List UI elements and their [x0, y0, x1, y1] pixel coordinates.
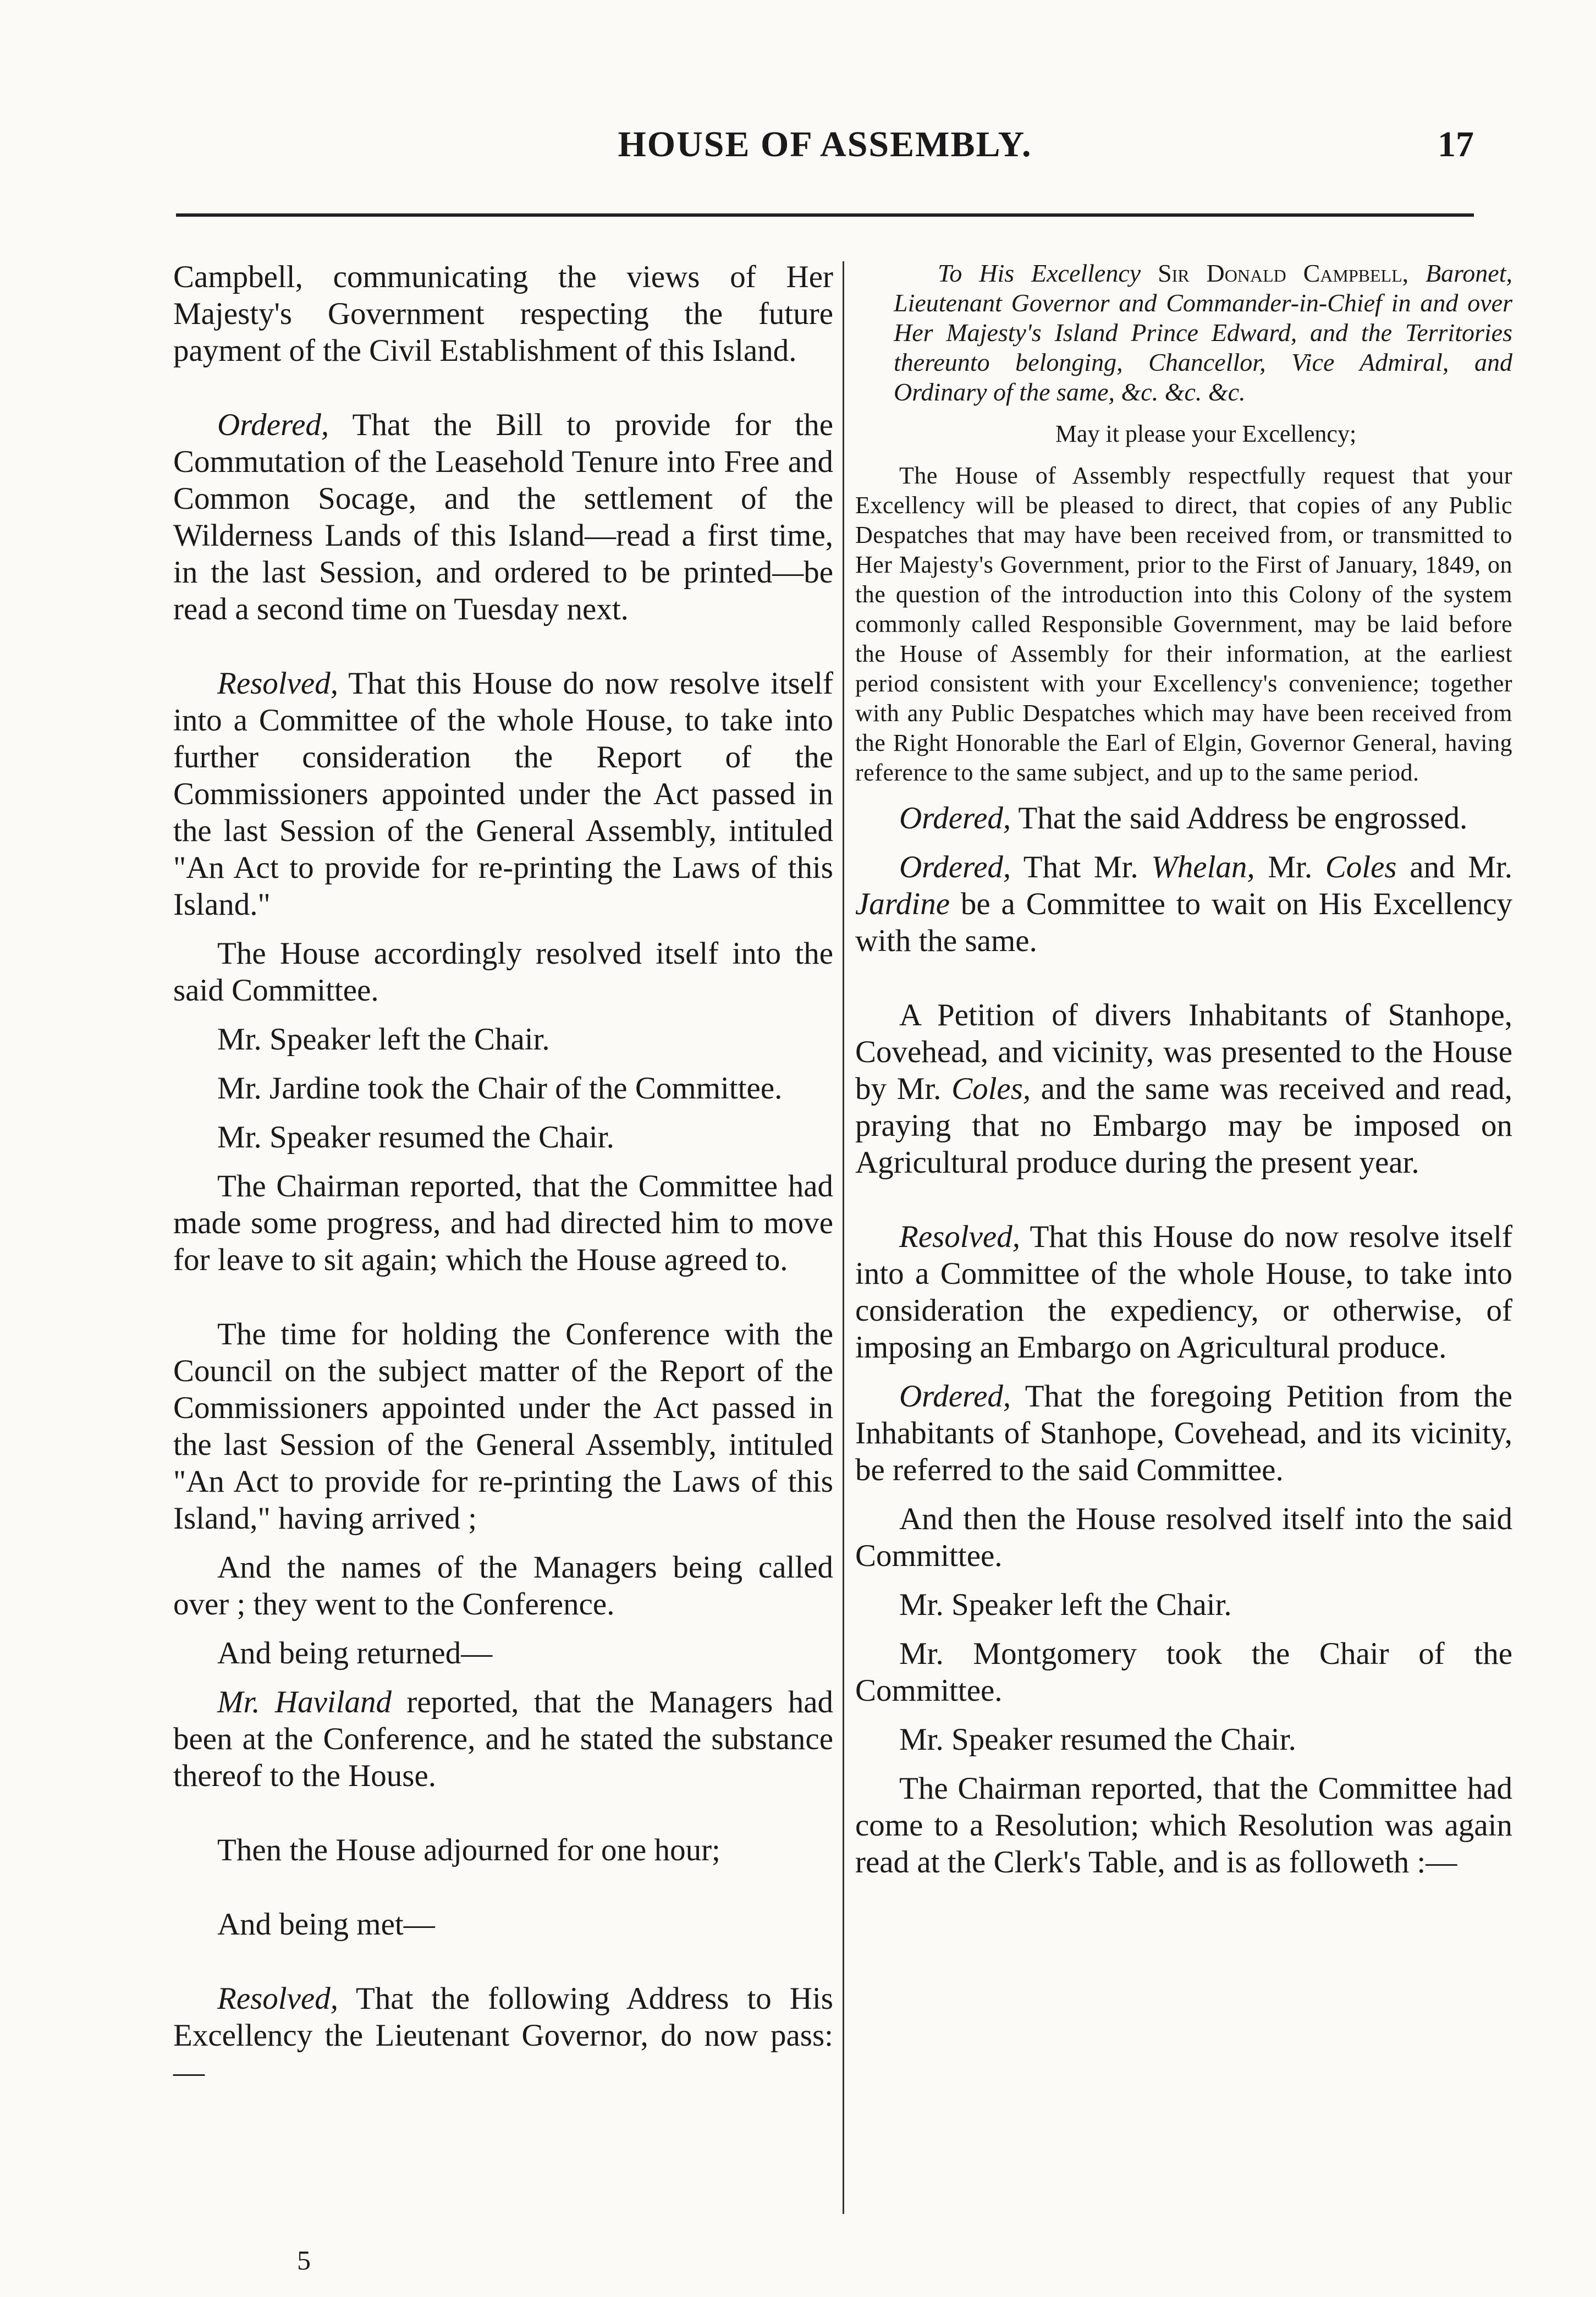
- address-heading: [855, 259, 1512, 407]
- paragraph: Then the House adjourned for one hour;: [217, 1833, 720, 1867]
- paragraph: [173, 406, 833, 628]
- paragraph: [173, 1684, 833, 1794]
- left-column: [173, 259, 833, 2103]
- address-name: Sir Donald Campbell,: [1158, 259, 1409, 287]
- paragraph: [855, 1218, 1512, 1366]
- paragraph: The Chairman reported, that the Committee had come to a Resolution; which Resolution was again read at the Clerk's Table, and is as followeth :—: [855, 1771, 1512, 1880]
- member-name: Coles: [1325, 850, 1397, 884]
- paragraph-text: That the Bill to provide for the Commutation of the Leasehold Tenure into Free and Common Socage, and the settlement of the Wilderness Lands of this Island—read a first time, in the last Session, and ordered to be printed—be read a second time on Tuesday next.: [173, 408, 833, 627]
- lead-word: Resolved,: [899, 1219, 1020, 1254]
- paragraph-text: That Mr.: [1011, 850, 1152, 884]
- page-header: [176, 124, 1474, 184]
- lead-word: Ordered,: [899, 1379, 1011, 1414]
- address-salutation: May it please your Excellency;: [1055, 420, 1357, 447]
- paragraph-text: That this House do now resolve itself into a Committee of the whole House, to take into consideration the expediency, or otherwise, of imposing an Embargo on Agricultural produce.: [855, 1219, 1512, 1365]
- paragraph-text: reported, that the Managers had been at the Conference, and he stated the substance thereof to the House.: [173, 1685, 833, 1793]
- paragraph: [855, 800, 1512, 837]
- lead-word: Mr. Haviland: [217, 1685, 392, 1719]
- paragraph-text: That the foregoing Petition from the Inhabitants of Stanhope, Covehead, and its vicinity, be referred to the said Committee.: [855, 1379, 1512, 1487]
- paragraph: The House accordingly resolved itself into the said Committee.: [173, 936, 833, 1008]
- paragraph: Campbell, communicating the views of Her Majesty's Government respecting the future payment of the Civil Establishment of this Island.: [173, 260, 833, 368]
- paragraph: Mr. Speaker resumed the Chair.: [217, 1120, 614, 1155]
- column-divider: [843, 261, 844, 2214]
- paragraph: [173, 665, 833, 923]
- paragraph-text: and Mr.: [1396, 850, 1512, 884]
- paragraph-text: That this House do now resolve itself into a Committee of the whole House, to take into further consideration the Report of the Commissioners appointed under the Act passed in the last Session of the General Assembly, intituled "An Act to provide for re-printing the Laws of this Island.": [173, 666, 833, 922]
- paragraph: [855, 1378, 1512, 1488]
- lead-word: Ordered,: [217, 408, 329, 442]
- paragraph: And the names of the Managers being called over ; they went to the Conference.: [173, 1550, 833, 1622]
- page-number: 17: [1438, 124, 1474, 164]
- paragraph: The time for holding the Conference with the Council on the subject matter of the Report of the Commissioners appointed under the Act passed in the last Session of the General Assembly, intituled "An Act to provide for re-printing the Laws of this Island," having arrived ;: [173, 1317, 833, 1536]
- signature-mark: 5: [297, 2245, 311, 2276]
- paragraph-text: and the same was received and read, praying that no Embargo may be imposed on Agricultural produce during the present year.: [855, 1071, 1512, 1180]
- paragraph: Mr. Jardine took the Chair of the Committee.: [217, 1071, 783, 1106]
- lead-word: Ordered,: [899, 850, 1011, 884]
- paragraph-text: That the following Address to His Excellency the Lieutenant Governor, do now pass:—: [173, 1981, 833, 2090]
- right-column: [855, 259, 1512, 1893]
- paragraph: [855, 997, 1512, 1181]
- paragraph: And being returned—: [217, 1636, 493, 1670]
- address-body: The House of Assembly respectfully request that your Excellency will be pleased to direct, that copies of any Public Despatches that may have been received from, or transmitted to Her Majesty's Government, prior to the First of January, 1849, on the question of the introduction into this Colony of the system commonly called Responsible Government, may be laid before the House of Assembly for their information, at the earliest period consistent with your Excellency's convenience; together with any Public Despatches which may have been received from the Right Honorable the Earl of Elgin, Governor General, having reference to the same subject, and up to the same period.: [855, 462, 1512, 786]
- address-to: To His Excellency: [938, 259, 1158, 287]
- member-name: Jardine: [855, 887, 950, 921]
- paragraph-text: A Petition of divers Inhabitants of Stanhope, Covehead, and vicinity, was presented to the House by Mr.: [855, 998, 1512, 1106]
- lead-word: Resolved,: [217, 666, 338, 701]
- header-rule: [176, 213, 1474, 217]
- lead-word: Resolved,: [217, 1981, 338, 2016]
- paragraph: Mr. Speaker left the Chair.: [217, 1022, 550, 1057]
- paragraph-text: Mr.: [1254, 850, 1325, 884]
- member-name: Coles,: [951, 1071, 1031, 1106]
- address-titles: Baronet, Lieutenant Governor and Commander-in-Chief in and over Her Majesty's Island Prince Edward, and the Territories thereunto belonging, Chancellor, Vice Admiral, and Ordinary of the same, &c. &c. &c.: [894, 259, 1512, 406]
- paragraph: And then the House resolved itself into the said Committee.: [855, 1502, 1512, 1573]
- paragraph-text: That the said Address be engrossed.: [1011, 801, 1468, 836]
- paragraph: [855, 849, 1512, 959]
- paragraph: Mr. Speaker left the Chair.: [899, 1587, 1232, 1622]
- running-head: HOUSE OF ASSEMBLY.: [618, 124, 1032, 164]
- paragraph-text: be a Committee to wait on His Excellency with the same.: [855, 887, 1512, 958]
- member-name: Whelan,: [1151, 850, 1255, 884]
- lead-word: Ordered,: [899, 801, 1011, 836]
- paragraph: Mr. Montgomery took the Chair of the Committee.: [855, 1636, 1512, 1708]
- paragraph: [173, 1980, 833, 2091]
- paragraph: Mr. Speaker resumed the Chair.: [899, 1722, 1296, 1757]
- paragraph: And being met—: [217, 1907, 435, 1942]
- paragraph: The Chairman reported, that the Committee had made some progress, and had directed him to move for leave to sit again; which the House agreed to.: [173, 1169, 833, 1277]
